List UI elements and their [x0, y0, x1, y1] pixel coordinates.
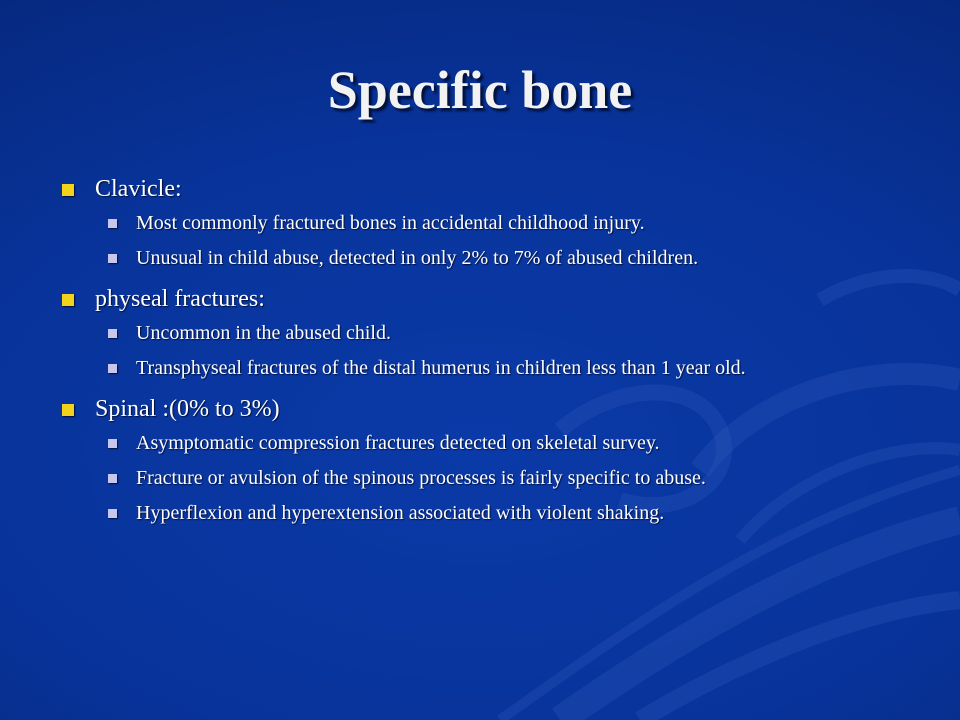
list-item-text: Asymptomatic compression fractures detected on skeletal survey. — [136, 432, 660, 454]
list-item-text: Hyperflexion and hyperextension associated with violent shaking. — [136, 502, 665, 524]
square-bullet-icon — [108, 439, 117, 448]
list-item — [108, 502, 890, 525]
list-item-text: Most commonly fractured bones in accidental childhood injury. — [136, 212, 645, 234]
section-heading: physeal fractures: — [95, 286, 265, 312]
list-item — [108, 322, 890, 345]
list-item-text: Unusual in child abuse, detected in only 2% to 7% of abused children. — [136, 247, 699, 269]
bullet-content — [60, 170, 890, 537]
clavicle-sublist — [108, 212, 890, 270]
square-bullet-icon — [108, 219, 117, 228]
section-spinal — [60, 392, 890, 426]
section-heading: Spinal :(0% to 3%) — [95, 396, 280, 422]
square-bullet-icon — [62, 294, 74, 306]
physeal-sublist — [108, 322, 890, 380]
section-heading: Clavicle: — [95, 176, 182, 202]
square-bullet-icon — [62, 184, 74, 196]
square-bullet-icon — [108, 364, 117, 373]
slide-title: Specific bone — [327, 60, 633, 120]
square-bullet-icon — [108, 474, 117, 483]
list-item — [108, 357, 890, 380]
section-clavicle — [60, 172, 890, 206]
list-item — [108, 247, 890, 270]
list-item-text: Uncommon in the abused child. — [136, 322, 391, 344]
spinal-sublist — [108, 432, 890, 525]
list-item — [108, 212, 890, 235]
list-item — [108, 432, 890, 455]
square-bullet-icon — [108, 509, 117, 518]
list-item-text: Transphyseal fractures of the distal humerus in children less than 1 year old. — [136, 357, 746, 379]
list-item — [108, 467, 890, 490]
square-bullet-icon — [62, 404, 74, 416]
section-physeal-fractures — [60, 282, 890, 316]
square-bullet-icon — [108, 254, 117, 263]
square-bullet-icon — [108, 329, 117, 338]
list-item-text: Fracture or avulsion of the spinous processes is fairly specific to abuse. — [136, 467, 706, 489]
